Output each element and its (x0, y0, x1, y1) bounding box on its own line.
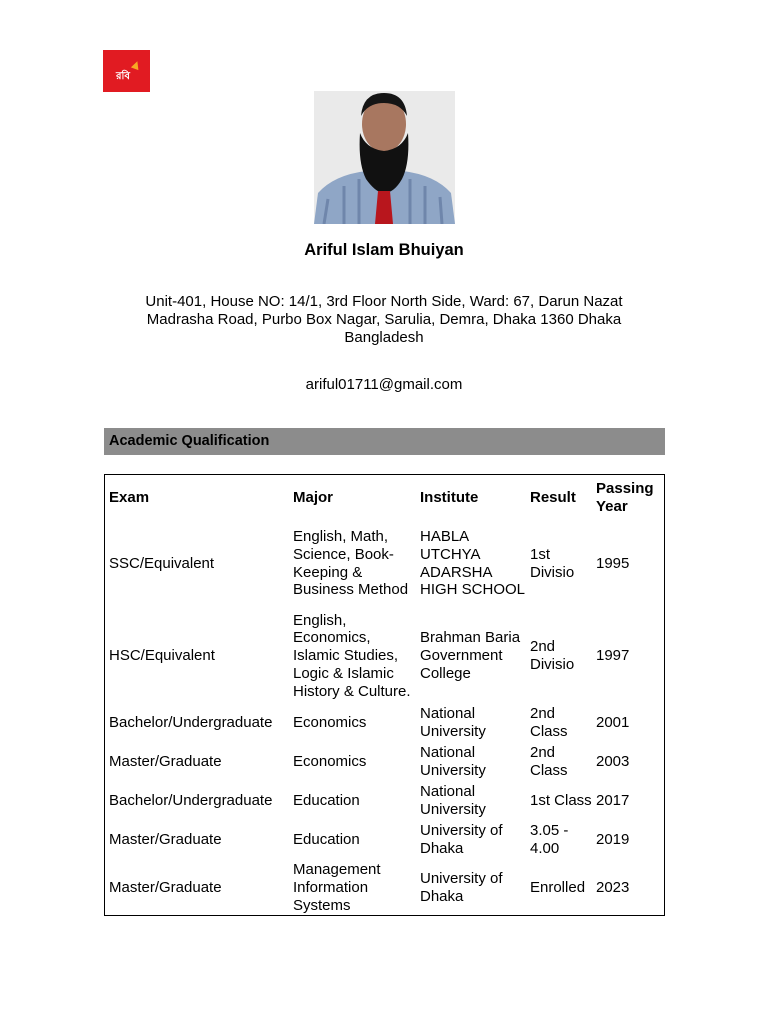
cell-institute: University of Dhaka (420, 821, 503, 857)
academic-table-frame (104, 474, 665, 916)
cell-major: English, Math, Science, Book-Keeping & Business Method (293, 527, 409, 599)
candidate-name: Ariful Islam Bhuiyan (304, 241, 464, 259)
table-row (105, 781, 664, 820)
cell-result: Enrolled (530, 879, 586, 897)
cell-exam: Bachelor/Undergraduate (109, 713, 273, 731)
profile-photo (314, 91, 455, 224)
profile-photo-icon (314, 91, 455, 224)
academic-qualification-table (105, 475, 664, 917)
cell-year: 2023 (596, 879, 630, 897)
cell-exam: Master/Graduate (109, 879, 222, 897)
cell-major: Education (293, 830, 360, 848)
cell-year: 2019 (596, 830, 630, 848)
cell-result: 3.05 - 4.00 (530, 821, 569, 857)
postal-address: Unit-401, House NO: 14/1, 3rd Floor North Side, Ward: 67, Darun Nazat Madrasha Road, Purbo Box Nagar, Sarulia, Demra, Dhaka 1360 Dhaka Bangladesh (145, 293, 623, 346)
column-header-result: Result (530, 488, 576, 506)
cell-major: Management Information Systems (293, 861, 381, 914)
cell-exam: Bachelor/Undergraduate (109, 791, 273, 809)
cell-result: 2nd Class (530, 704, 568, 740)
cell-exam: Master/Graduate (109, 752, 222, 770)
email-address[interactable]: ariful01711@gmail.com (305, 376, 463, 393)
cell-institute: University of Dhaka (420, 870, 503, 905)
cell-result: 2nd Class (530, 743, 568, 779)
cell-exam: HSC/Equivalent (109, 647, 215, 665)
cell-year: 1995 (596, 554, 630, 572)
cell-institute: National University (420, 743, 486, 779)
cell-year: 2017 (596, 791, 630, 809)
cell-result: 1st Class (530, 791, 592, 809)
cell-major: Economics (293, 713, 367, 731)
cell-year: 2003 (596, 752, 630, 770)
cell-institute: National University (420, 782, 486, 818)
table-header-row (105, 475, 664, 518)
cell-exam: Master/Graduate (109, 830, 222, 848)
cell-year: 2001 (596, 713, 630, 731)
column-header-major: Major (293, 488, 334, 506)
cell-result: 2nd Divisio (530, 638, 575, 673)
cell-major: Economics (293, 752, 367, 770)
brand-logo (103, 50, 150, 92)
section-header-bar (104, 428, 665, 455)
logo-spark-icon (131, 60, 141, 70)
column-header-institute: Institute (420, 488, 479, 506)
column-header-exam: Exam (109, 488, 150, 506)
cell-institute: National University (420, 704, 486, 740)
cell-institute: HABLA UTCHYA ADARSHA HIGH SCHOOL (420, 527, 526, 599)
table-row (105, 820, 664, 859)
cell-exam: SSC/Equivalent (109, 554, 215, 572)
cell-institute: Brahman Baria Government College (420, 629, 521, 682)
cell-major: Education (293, 791, 360, 809)
logo-text: রবি (116, 71, 130, 82)
table-row (105, 518, 664, 609)
table-row (105, 609, 664, 703)
column-header-passing-year: Passing Year (596, 479, 654, 515)
section-title: Academic Qualification (109, 433, 270, 449)
cell-result: 1st Divisio (530, 545, 575, 581)
table-row (105, 859, 664, 917)
table-row (105, 703, 664, 742)
table-row (105, 742, 664, 781)
cell-year: 1997 (596, 647, 630, 665)
cell-major: English, Economics, Islamic Studies, Logic & Islamic History & Culture. (293, 611, 411, 700)
